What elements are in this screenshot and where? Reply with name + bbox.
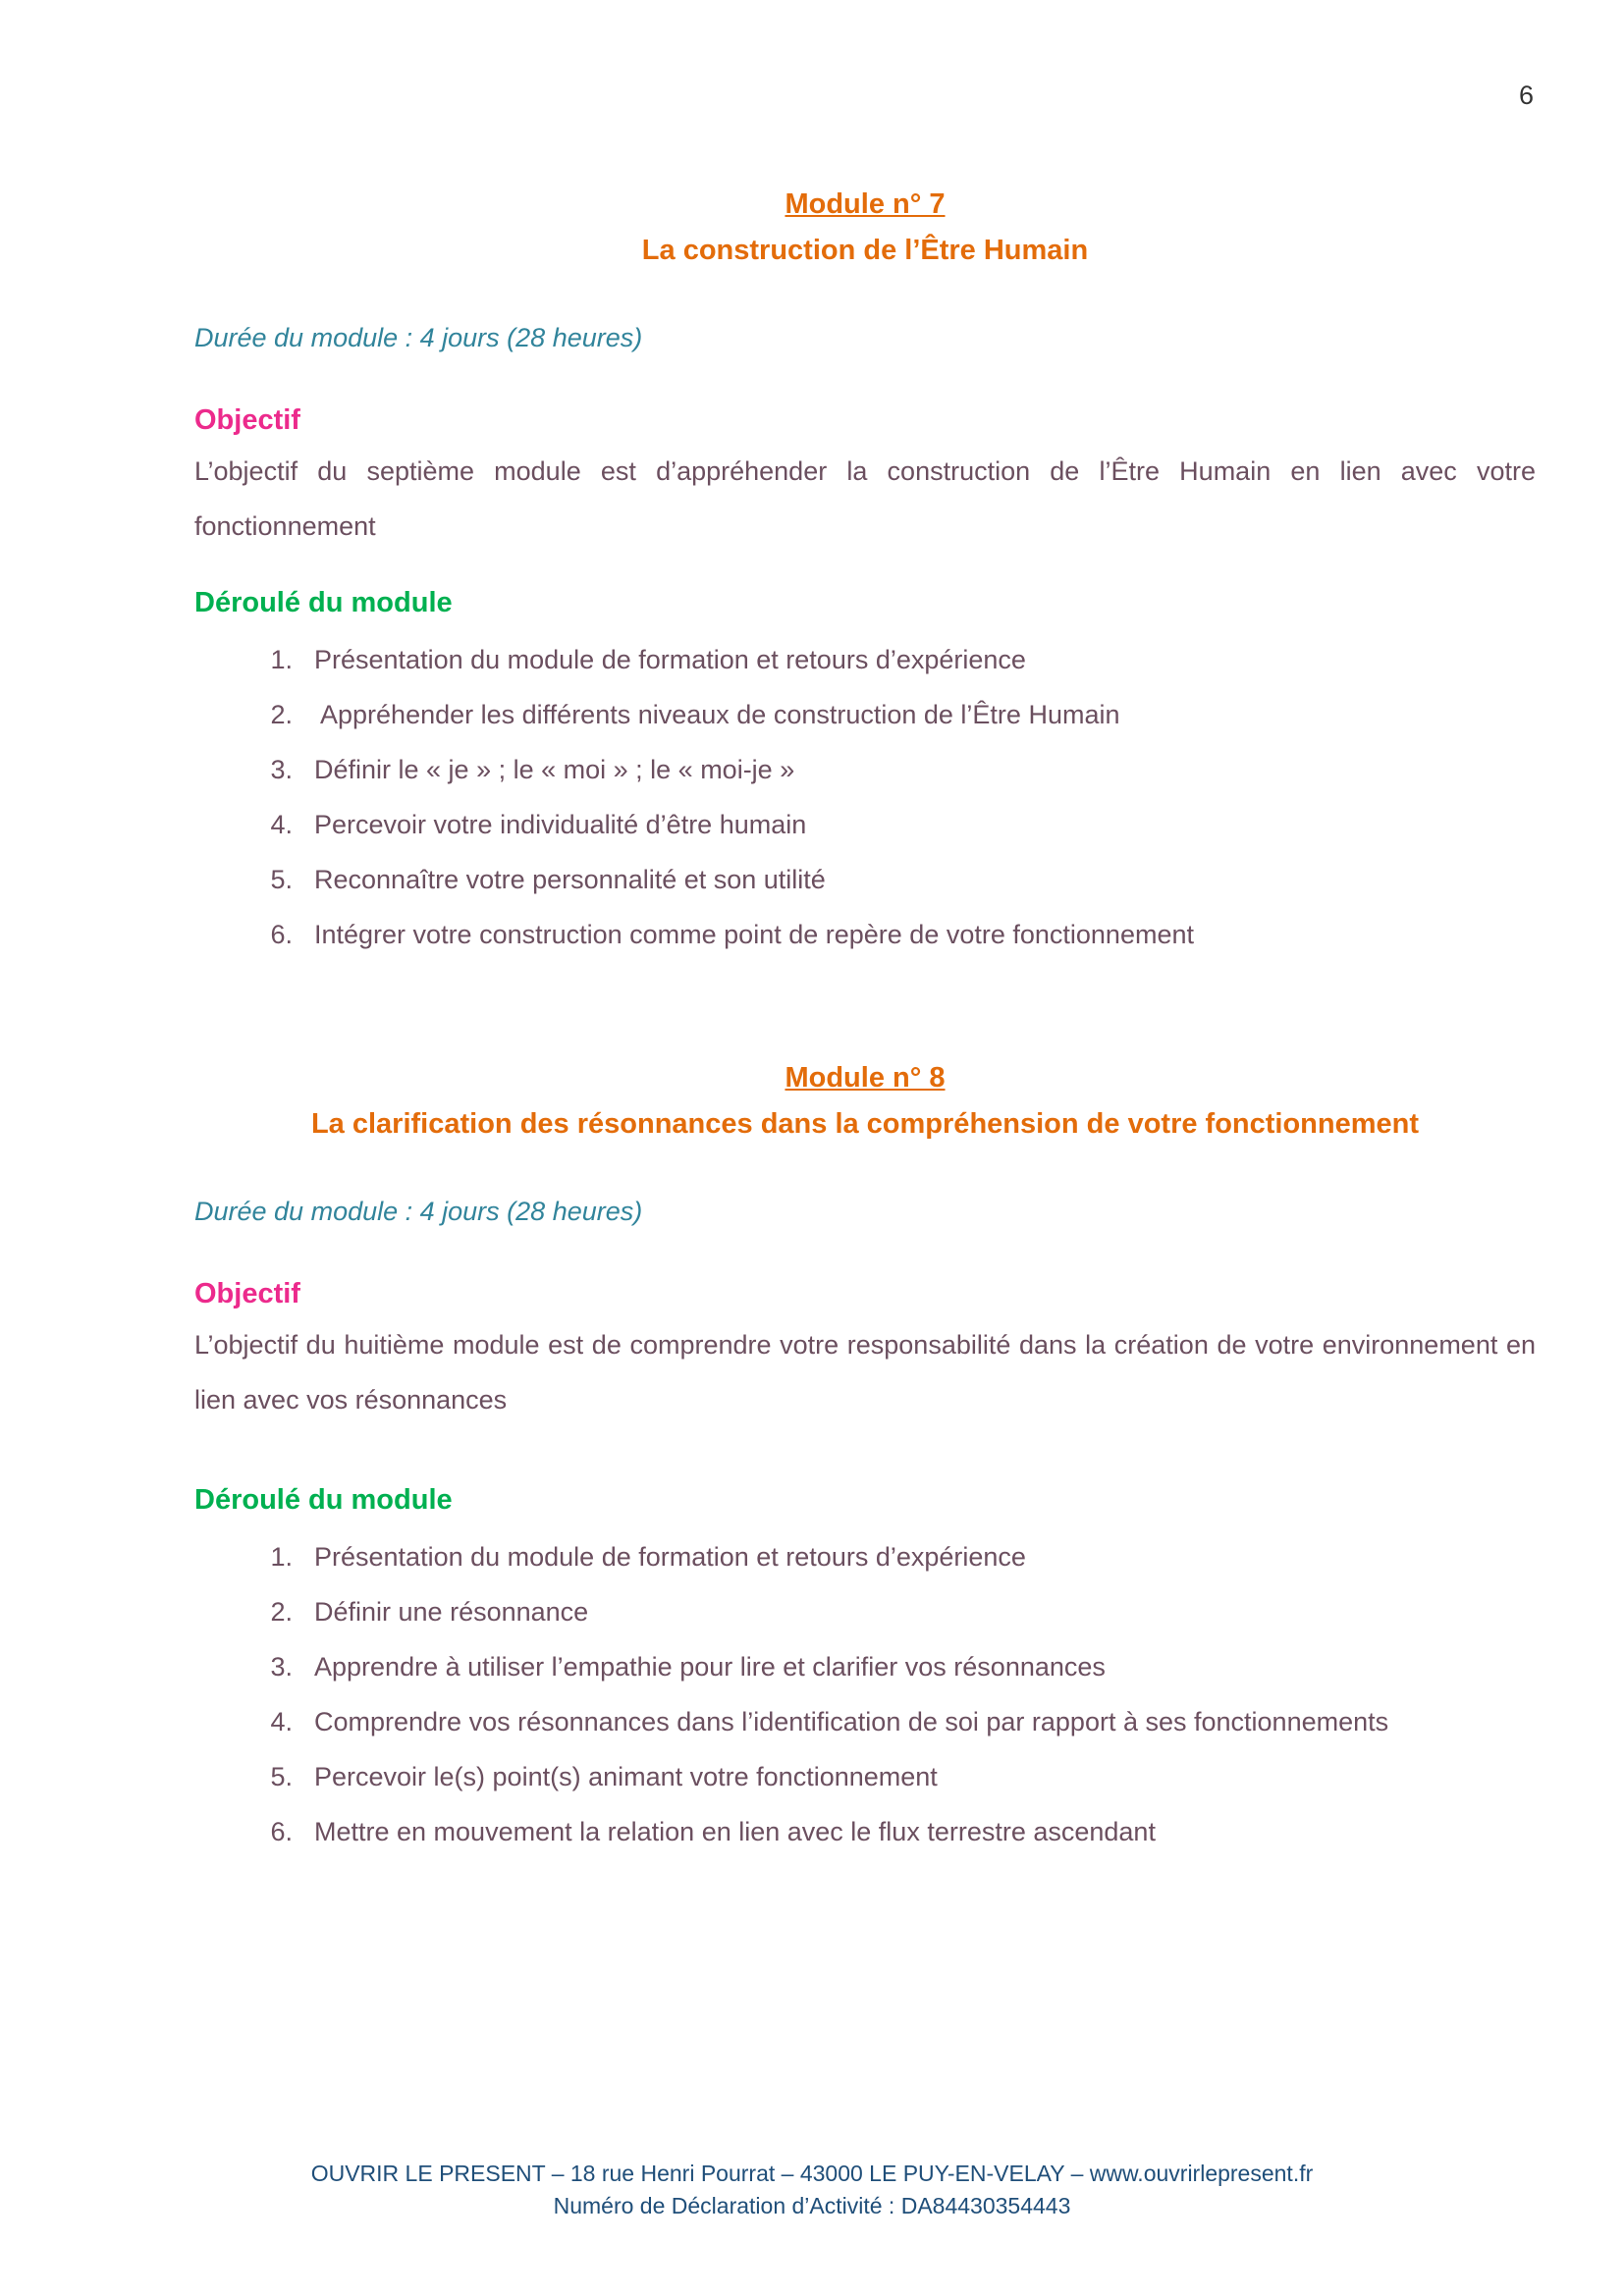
list-item	[194, 1529, 1536, 1584]
list-item	[194, 907, 1536, 962]
list-item-number: 4.	[270, 810, 293, 839]
list-item	[194, 797, 1536, 852]
list-item-number: 1.	[270, 645, 293, 674]
list-item	[194, 1639, 1536, 1694]
module-section-8	[194, 1056, 1536, 1859]
objective-heading: Objectif	[194, 404, 300, 436]
list-item-text: Intégrer votre construction comme point de repère de votre fonctionnement	[314, 920, 1194, 949]
list-item-text: Appréhender les différents niveaux de construction de l’Être Humain	[314, 700, 1120, 729]
module-duration: Durée du module : 4 jours (28 heures)	[194, 1197, 643, 1226]
list-item	[194, 632, 1536, 687]
list-item-text: Mettre en mouvement la relation en lien avec le flux terrestre ascendant	[314, 1817, 1156, 1846]
objective-text: L’objectif du septième module est d’appréhender la construction de l’Être Humain en lien avec votre fonctionnement	[194, 456, 1536, 541]
page-number: 6	[1518, 80, 1534, 110]
module-section-7	[194, 183, 1536, 962]
list-item-text: Percevoir votre individualité d’être humain	[314, 810, 807, 839]
list-item-number: 3.	[270, 755, 293, 784]
list-item-text: Présentation du module de formation et retours d’expérience	[314, 1542, 1026, 1572]
steps-heading: Déroulé du module	[194, 1484, 453, 1516]
list-item-number: 3.	[270, 1652, 293, 1682]
module-number: Module n° 8	[785, 1062, 946, 1094]
module-number: Module n° 7	[785, 188, 946, 220]
list-item-text: Définir le « je » ; le « moi » ; le « moi-je »	[314, 755, 795, 784]
steps-heading: Déroulé du module	[194, 587, 453, 618]
list-item	[194, 1584, 1536, 1639]
list-item-number: 6.	[270, 920, 293, 949]
list-item-text: Percevoir le(s) point(s) animant votre fonctionnement	[314, 1762, 938, 1791]
list-item-text: Définir une résonnance	[314, 1597, 589, 1627]
module-title: La construction de l’Être Humain	[641, 235, 1089, 266]
list-item	[194, 852, 1536, 907]
steps-list	[194, 632, 1536, 962]
list-item	[194, 1749, 1536, 1804]
list-item	[194, 687, 1536, 742]
list-item-text: Reconnaître votre personnalité et son utilité	[314, 865, 826, 894]
list-item-number: 5.	[270, 1762, 293, 1791]
list-item	[194, 1694, 1536, 1749]
module-title: La clarification des résonnances dans la compréhension de votre fonctionnement	[310, 1108, 1420, 1140]
list-item	[194, 1804, 1536, 1859]
list-item-number: 4.	[270, 1707, 293, 1736]
footer-declaration: Numéro de Déclaration d’Activité : DA84430354443	[553, 2193, 1071, 2218]
list-item-number: 6.	[270, 1817, 293, 1846]
list-item-number: 5.	[270, 865, 293, 894]
list-item-text: Présentation du module de formation et retours d’expérience	[314, 645, 1026, 674]
page-footer	[0, 2158, 1624, 2222]
steps-list	[194, 1529, 1536, 1859]
list-item-text: Apprendre à utiliser l’empathie pour lire et clarifier vos résonnances	[314, 1652, 1106, 1682]
list-item	[194, 742, 1536, 797]
footer-address: OUVRIR LE PRESENT – 18 rue Henri Pourrat – 43000 LE PUY-EN-VELAY – www.ouvrirlepresent.fr	[310, 2161, 1314, 2186]
objective-heading: Objectif	[194, 1278, 300, 1309]
module-duration: Durée du module : 4 jours (28 heures)	[194, 323, 643, 352]
list-item-text: Comprendre vos résonnances dans l’identification de soi par rapport à ses fonctionnements	[314, 1707, 1389, 1736]
list-item-number: 2.	[270, 700, 293, 729]
list-item-number: 1.	[270, 1542, 293, 1572]
list-item-number: 2.	[270, 1597, 293, 1627]
objective-text: L’objectif du huitième module est de comprendre votre responsabilité dans la création de votre environnement en lien avec vos résonnances	[194, 1330, 1536, 1415]
